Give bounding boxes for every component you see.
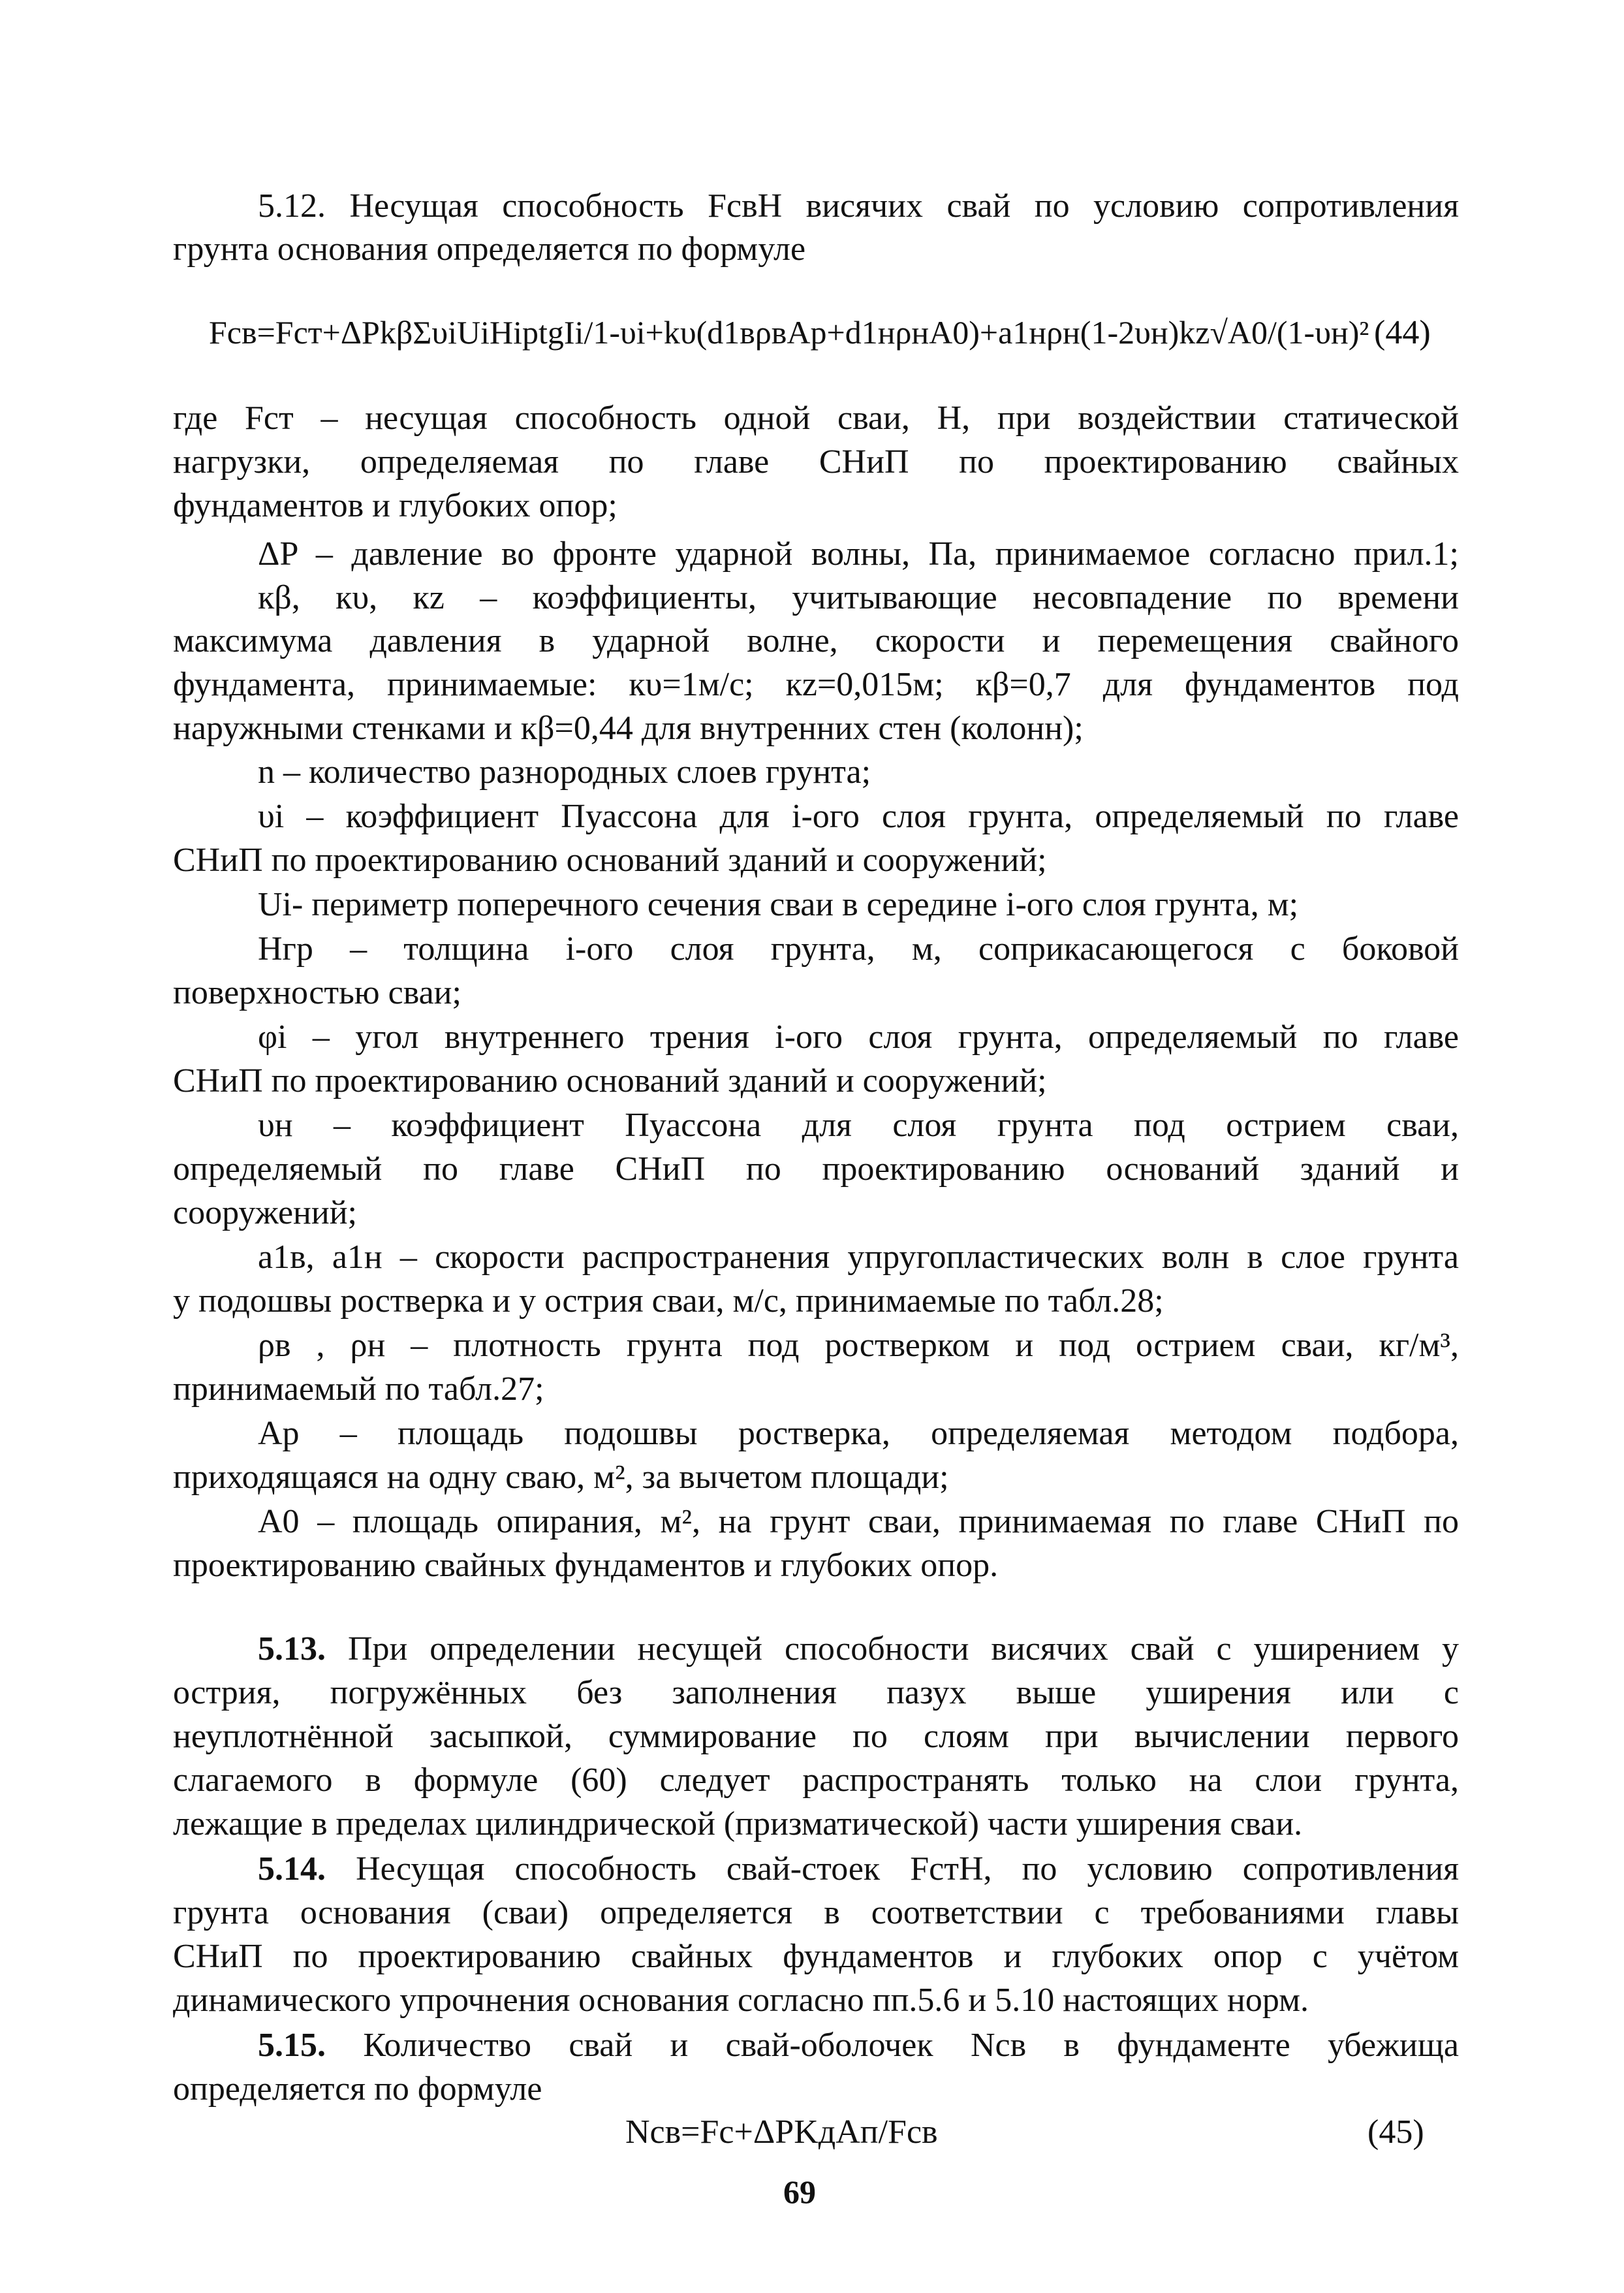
def-rho-line2: принимаемый по табл.27; (173, 1370, 544, 1408)
def-ui-line2: СНиП по проектированию оснований зданий и сооружений; (173, 842, 1047, 879)
def-dp: ΔP – давление во фронте ударной волны, Па, принимаемое согласно прил.1; (258, 535, 1459, 573)
def-Ui: Ui- периметр поперечного сечения сваи в середине i-ого слоя грунта, м; (258, 886, 1299, 923)
def-phi-line2: СНиП по проектированию оснований зданий и сооружений; (173, 1062, 1047, 1099)
p513-line2: острия, погружённых без заполнения пазух выше уширения или с (173, 1674, 1459, 1711)
def-k-line1: кβ, кυ, кz – коэффициенты, учитывающие несовпадение по времени (258, 579, 1459, 616)
def-un-line1: υн – коэффициент Пуассона для слоя грунта под острием сваи, (258, 1107, 1459, 1144)
formula-45: Nсв=Fс+ΔPKдAп/Fсв (625, 2113, 938, 2151)
def-rho-line1: ρв , ρн – плотность грунта под ростверком и под острием сваи, кг/м³, (258, 1327, 1459, 1364)
formula-44: Fсв=Fст+ΔPkβΣυiUiHiptgIi/1-υi+kυ(d1вρвAр+d1нρнA0)+a1нρн(1-2υн)kz√A0/(1-υн)² (209, 314, 1369, 351)
p515-number: 5.15. (258, 2027, 326, 2064)
p512-line1: 5.12. Несущая способность FсвН висячих свай по условию сопротивления (258, 187, 1459, 225)
p514-line2: грунта основания (сваи) определяется в соответствии с требованиями главы (173, 1894, 1459, 1931)
def-k-line4: наружными стенками и кβ=0,44 для внутренних стен (колонн); (173, 710, 1084, 747)
p513-line4: слагаемого в формуле (60) следует распространять только на слои грунта, (173, 1762, 1459, 1799)
formula-44-number: (44) (1374, 314, 1431, 351)
def-un-line3: сооружений; (173, 1194, 357, 1231)
p515-line2: определяется по формуле (173, 2070, 542, 2108)
def-un-line2: определяемый по главе СНиП по проектированию оснований зданий и (173, 1150, 1459, 1188)
p515-line1: 5.15. Количество свай и свай-оболочек Nсв в фундаменте убежища (258, 2027, 1460, 2064)
p513-line5: лежащие в пределах цилиндрической (призматической) части уширения сваи. (173, 1805, 1303, 1842)
p514-line3: СНиП по проектированию свайных фундаментов и глубоких опор с учётом (173, 1938, 1459, 1975)
def-fst-line2: нагрузки, определяемая по главе СНиП по проектированию свайных (173, 443, 1459, 481)
p513-line1: 5.13. При определении несущей способности висячих свай с уширением у (258, 1630, 1459, 1668)
def-a-line2: у подошвы ростверка и у острия сваи, м/с, принимаемые по табл.28; (173, 1282, 1164, 1320)
p514-line4: динамического упрочнения основания согласно пп.5.6 и 5.10 настоящих норм. (173, 1982, 1309, 2019)
def-phi-line1: φi – угол внутреннего трения i-ого слоя грунта, определяемый по главе (258, 1019, 1459, 1056)
def-n: n – количество разнородных слоев грунта; (258, 753, 871, 791)
def-a0-line2: проектированию свайных фундаментов и глубоких опор. (173, 1547, 999, 1584)
def-a-line1: a1в, a1н – скорости распространения упругопластических волн в слое грунта (258, 1239, 1459, 1276)
def-ap-line1: Aр – площадь подошвы ростверка, определяемая методом подбора, (258, 1415, 1459, 1452)
def-ap-line2: приходящаяся на одну сваю, м², за вычетом площади; (173, 1459, 949, 1496)
p513-number: 5.13. (258, 1630, 326, 1668)
def-fst-line1: где Fст – несущая способность одной сваи, Н, при воздействии статической (173, 400, 1459, 437)
def-k-line2: максимума давления в ударной волне, скорости и перемещения свайного (173, 622, 1459, 659)
formula-45-number: (45) (1367, 2113, 1424, 2151)
p514-line1: 5.14. Несущая способность свай-стоек FстН, по условию сопротивления (258, 1850, 1460, 1888)
p514-number: 5.14. (258, 1850, 326, 1888)
p513-line3: неуплотнённой засыпкой, суммирование по слоям при вычислении первого (173, 1718, 1459, 1755)
p512-line2: грунта основания определяется по формуле (173, 230, 806, 268)
def-fst-line3: фундаментов и глубоких опор; (173, 487, 617, 524)
def-h-line1: Hгр – толщина i-ого слоя грунта, м, соприкасающегося с боковой (258, 930, 1459, 968)
def-k-line3: фундамента, принимаемые: кυ=1м/с; кz=0,015м; кβ=0,7 для фундаментов под (173, 666, 1459, 703)
def-a0-line1: A0 – площадь опирания, м², на грунт сваи, принимаемая по главе СНиП по (258, 1503, 1459, 1540)
def-ui-line1: υi – коэффициент Пуассона для i-ого слоя грунта, определяемый по главе (258, 798, 1459, 835)
page-number: 69 (783, 2174, 816, 2210)
def-h-line2: поверхностью сваи; (173, 974, 461, 1011)
